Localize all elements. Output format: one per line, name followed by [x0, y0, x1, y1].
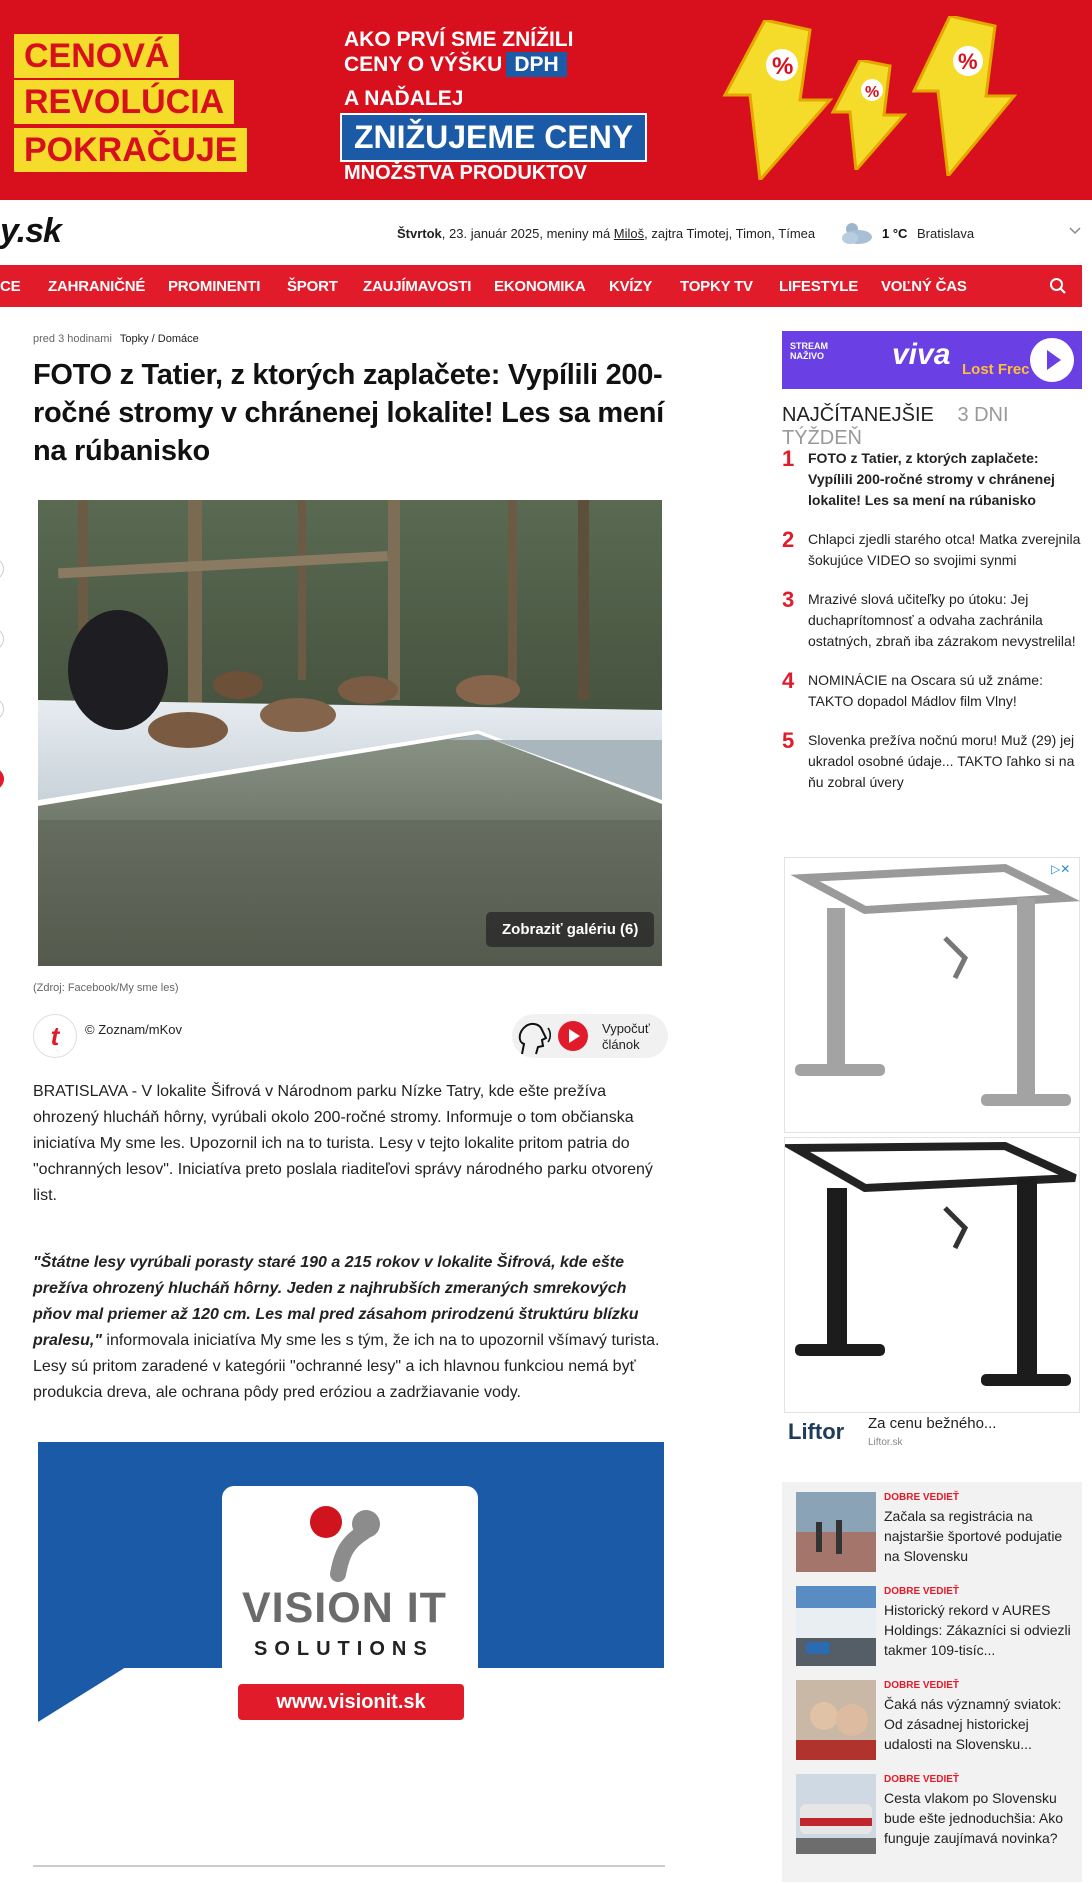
banner-line-3: A NAĎALEJ [344, 87, 464, 110]
nav-item[interactable]: VOĽNÝ ČAS [881, 278, 967, 295]
dobre-vediet-box [782, 1482, 1082, 1882]
date-day: Štvrtok [397, 226, 442, 241]
date-and-nameday [397, 226, 815, 241]
nav-item[interactable]: ŠPORT [287, 278, 338, 295]
chevron-down-icon[interactable] [1068, 224, 1082, 238]
svg-text:%: % [958, 49, 978, 74]
tab-3-days[interactable]: 3 DNI [957, 404, 1009, 426]
list-item[interactable]: 4 NOMINÁCIE na Oscara sú už známe: TAKTO dopadol Mádlov film Vlny! [782, 668, 1043, 709]
article-paragraph-2-rest: informovala iniciatíva My sme les s tým, že ich na to upozornil všímavý turista. Lesy sú pritom zaradené v kategórii "ochranné lesy" a ich hlavnou funkciou nemá byť produkcia dreva, ale ochrana pôdy pred eróziou a zadržiavanie vody. [33, 1332, 660, 1401]
play-icon[interactable] [1030, 338, 1074, 382]
nameday-tomorrow: , zajtra Timotej, Timon, Tímea [644, 226, 816, 241]
percent-arrow-icon [910, 16, 1020, 176]
temperature: 1 °C [882, 226, 908, 241]
article-headline: FOTO z Tatier, z ktorých zaplačete: Vypílili 200-ročné stromy v chránenej lokalite! Les sa mení na rúbanisko [33, 359, 664, 467]
article-quote: "Štátne lesy vyrúbali porasty staré 190 a 215 rokov v lokalite Šifrová, kde ešte prežíva ohrozený hlucháň hôrny. Jeden z najhrubších zmeraných smrekových pňov mal priemer až 120 cm. Les mal pred zásahom prirodzenú štruktúru blízku pralesu," [33, 1254, 639, 1349]
play-icon [558, 1021, 588, 1051]
date-rest: , 23. január 2025, meniny má [441, 226, 614, 241]
list-item[interactable]: DOBRE VEDIEŤ Historický rekord v AURES Holdings: Zákazníci si odviezli takmer 109-tisíc... [796, 1586, 1076, 1670]
article-photo[interactable] [38, 500, 662, 966]
percent-arrow-icon [720, 20, 840, 180]
banner-pill-3: POKRAČUJE [14, 128, 247, 172]
list-item[interactable]: DOBRE VEDIEŤ Začala sa registrácia na najstaršie športové podujatie na Slovensku [796, 1492, 1076, 1576]
top-banner-ad[interactable] [0, 0, 1092, 200]
listen-button[interactable] [512, 1014, 668, 1058]
thumb-image [796, 1586, 876, 1666]
banner-line-4: ZNIŽUJEME CENY [340, 113, 647, 162]
standing-desk-grey-image [785, 858, 1081, 1134]
article-paragraph-2 [33, 1250, 665, 1406]
liftor-logo: Liftor [788, 1419, 845, 1444]
thumb-image [796, 1774, 876, 1854]
author: © Zoznam/mKov [85, 1022, 182, 1037]
nav-item[interactable]: PROMINENTI [168, 278, 261, 295]
standing-desk-black-image [785, 1138, 1081, 1414]
adchoices-icon[interactable]: ▷✕ [1051, 862, 1071, 876]
svg-text:%: % [772, 53, 794, 80]
speaking-head-icon [510, 1014, 556, 1060]
share-button[interactable] [0, 558, 4, 580]
list-item[interactable]: 2 Chlapci zjedli starého otca! Matka zverejnila šokujúce VIDEO so svojimi synmi [782, 527, 1081, 568]
weather-city[interactable]: Bratislava [917, 226, 975, 241]
banner-dph-badge: DPH [506, 52, 566, 77]
ad-brand-name: VISION IT [242, 1584, 447, 1632]
ad-blue-wedge [38, 1622, 198, 1722]
most-read-list [782, 448, 1082, 811]
liftor-ad-source: Liftor.sk [868, 1437, 903, 1448]
banner-pill-1: CENOVÁ [14, 34, 179, 78]
share-button[interactable] [0, 698, 4, 720]
share-button[interactable] [0, 628, 4, 650]
photo-source: (Zdroj: Facebook/My sme les) [33, 982, 179, 994]
nav-item[interactable]: ZAHRANIČNÉ [48, 278, 146, 295]
list-item[interactable]: 3 Mrazivé slová učiteľky po útoku: Jej duchaprítomnosť a odvaha zachránila ostatných, zbraň iba zázrakom nevystrelila! [782, 587, 1076, 649]
author-logo: t [33, 1014, 77, 1058]
list-item[interactable]: DOBRE VEDIEŤ Cesta vlakom po Slovensku bude ešte jednoduchšia: Ako funguje zaujímavá novinka? [796, 1774, 1076, 1858]
nav-item[interactable]: CE [0, 278, 21, 295]
thumb-image [796, 1492, 876, 1572]
site-logo[interactable]: y.sk [0, 212, 61, 250]
radio-brand: viva [892, 338, 951, 371]
list-item[interactable]: 1 FOTO z Tatier, z ktorých zaplačete: Vypílili 200-ročné stromy v chránenej lokalite! Les sa mení na rúbanisko [782, 446, 1055, 508]
list-item[interactable]: 5 Slovenka prežíva nočnú moru! Muž (29) jej ukradol osobné údaje... TAKTO ľahko si na ňu zobral úvery [782, 728, 1075, 790]
banner-line-1: AKO PRVÍ SME ZNÍŽILI [344, 28, 574, 51]
most-read-tabs [782, 404, 1092, 450]
radio-stream-widget[interactable] [782, 331, 1082, 389]
tab-week[interactable]: TÝŽDEŇ [782, 427, 862, 449]
banner-line-5: MNOŽSTVA PRODUKTOV [344, 162, 587, 184]
nav-item[interactable]: ZAUJÍMAVOSTI [363, 278, 472, 295]
thumb-image [796, 1680, 876, 1760]
main-nav [0, 265, 1082, 307]
svg-text:%: % [865, 84, 880, 101]
article-meta [33, 333, 199, 345]
nameday-link[interactable]: Miloš [613, 226, 645, 241]
banner-pill-2: REVOLÚCIA [14, 80, 234, 124]
nav-item[interactable]: EKONOMIKA [494, 278, 586, 295]
ad-url-button[interactable]: www.visionit.sk [238, 1684, 464, 1720]
vision-it-ad[interactable] [38, 1442, 664, 1748]
divider [33, 1865, 665, 1867]
article-category[interactable]: Topky / Domáce [119, 333, 199, 345]
liftor-ad-title[interactable]: Za cenu bežného... [868, 1415, 997, 1432]
listen-label: Vypočuť článok [602, 1021, 650, 1052]
ad-image-frame [784, 857, 1080, 1133]
liftor-ad[interactable] [784, 857, 1080, 1448]
tab-most-read[interactable]: NAJČÍTANEJŠIE [782, 404, 934, 426]
stream-label: STREAM NAŽIVO [790, 341, 828, 361]
cloud-sun-icon [838, 220, 874, 246]
nav-item[interactable]: KVÍZY [609, 278, 653, 295]
banner-line-2: CENY O VÝŠKU DPH [344, 53, 567, 77]
article-paragraph-1: BRATISLAVA - V lokalite Šifrová v Národnom parku Nízke Tatry, kde ešte prežíva ohrozený hlucháň hôrny, vyrúbali okolo 200-ročné stromy. Informuje o tom občianska iniciatíva My sme les. Upozornil ich na to turista. Lesy v tejto lokalite pritom patria do "ochranných lesov". Iniciatíva preto poslala riaditeľovi správy národného parku otvorený list. [33, 1083, 653, 1204]
ad-image-frame [784, 1137, 1080, 1413]
now-playing: Lost Frec [962, 361, 1030, 378]
share-button[interactable] [0, 768, 4, 790]
ad-brand-sub: SOLUTIONS [254, 1638, 434, 1660]
article-time: pred 3 hodinami [33, 333, 112, 345]
vision-logo-icon [308, 1502, 388, 1582]
nav-item[interactable]: TOPKY TV [680, 278, 753, 295]
search-icon[interactable] [1049, 277, 1067, 295]
percent-arrow-icon [830, 60, 910, 170]
gallery-button[interactable]: Zobraziť galériu (6) [486, 912, 654, 947]
list-item[interactable]: DOBRE VEDIEŤ Čaká nás významný sviatok: Od zásadnej historickej udalosti na Slovensku... [796, 1680, 1076, 1764]
nav-item[interactable]: LIFESTYLE [779, 278, 859, 295]
